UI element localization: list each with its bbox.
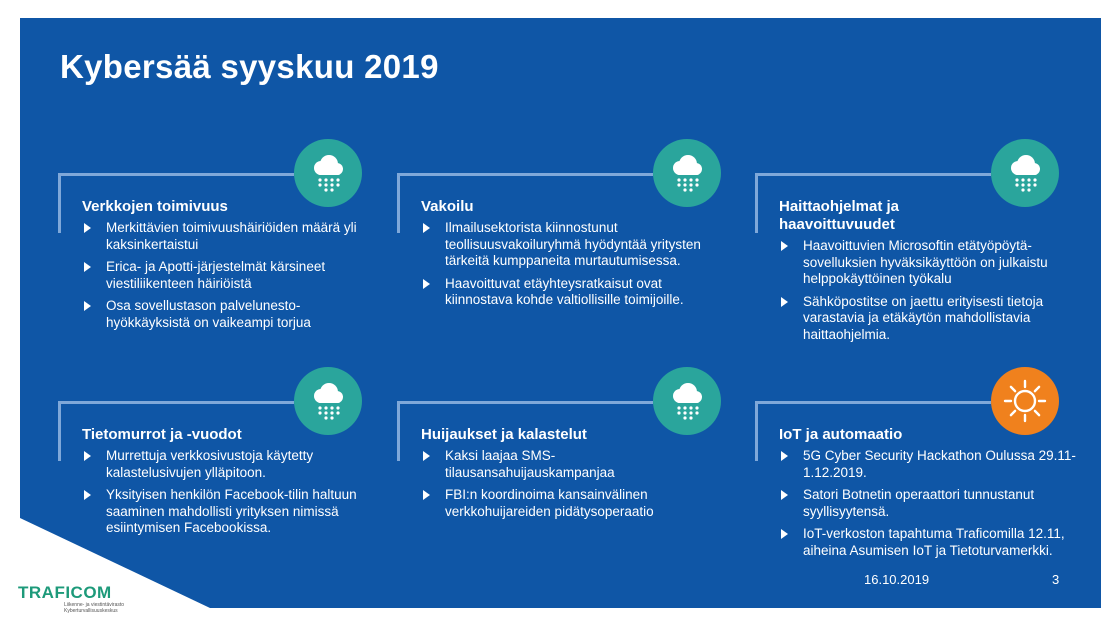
sun-icon [991, 367, 1059, 435]
card-title: Haittaohjelmat ja haavoittuvuudet [779, 198, 900, 233]
bullet-triangle-icon [781, 241, 788, 251]
list-item: Kaksi laajaa SMS-tilausansahuijauskampanjaa [421, 448, 711, 481]
bullet-triangle-icon [84, 451, 91, 461]
bullet-triangle-icon [423, 451, 430, 461]
list-item: Yksityisen henkilön Facebook-tilin haltuun saaminen mahdollisti yrityksen nimissä esiintymisen Facebookissa. [82, 487, 372, 537]
rain-cloud-icon [991, 139, 1059, 207]
card-border-left [755, 173, 758, 233]
list-item: Satori Botnetin operaattori tunnustanut syyllisyytensä. [779, 487, 1079, 520]
card-border-top [755, 401, 991, 404]
card-border-top [58, 173, 294, 176]
bullet-triangle-icon [423, 223, 430, 233]
list-item: Haavoittuvat etäyhteysratkaisut ovat kiinnostava kohde valtiollisille toimijoille. [421, 276, 711, 309]
card-border-left [755, 401, 758, 461]
card-border-top [397, 173, 653, 176]
list-item: 5G Cyber Security Hackathon Oulussa 29.11-1.12.2019. [779, 448, 1079, 481]
list-item: Ilmailusektorista kiinnostunut teollisuusvakoiluryhmä hyödyntää yritysten tärkeitä kumppaneita murtautumisessa. [421, 220, 711, 270]
card-bullet-list [421, 220, 711, 315]
card-border-left [58, 173, 61, 233]
card-scams-phishing [397, 401, 727, 601]
card-border-left [397, 173, 400, 233]
page-number: 3 [1052, 572, 1060, 587]
bullet-triangle-icon [781, 490, 788, 500]
rain-cloud-icon [294, 139, 362, 207]
list-item: FBI:n koordinoima kansainvälinen verkkohuijareiden pidätysoperaatio [421, 487, 711, 520]
card-border-left [58, 401, 61, 461]
card-title: Verkkojen toimivuus [82, 198, 228, 215]
rain-cloud-icon [653, 367, 721, 435]
card-title: Vakoilu [421, 198, 474, 215]
list-item: Murrettuja verkkosivustoja käytetty kalastelusivujen ylläpitoon. [82, 448, 372, 481]
card-bullet-list [82, 220, 382, 337]
card-border-top [397, 401, 653, 404]
list-item: Osa sovellustason palvelunesto-hyökkäyksistä on vaikeampi torjua [82, 298, 382, 331]
list-item: Haavoittuvien Microsoftin etätyöpöytä-sovelluksien hyväksikäyttöön on julkaistu helppokäyttöinen työkalu [779, 238, 1089, 288]
bullet-triangle-icon [423, 279, 430, 289]
card-bullet-list [779, 448, 1079, 565]
logo-subtitle: Kyberturvallisuuskeskus [64, 608, 118, 614]
slide-date: 16.10.2019 [864, 572, 930, 587]
card-network-availability [58, 173, 388, 373]
bullet-triangle-icon [781, 451, 788, 461]
bullet-triangle-icon [84, 490, 91, 500]
logo-wordmark: TRAFICOM [18, 583, 112, 602]
card-title: Huijaukset ja kalastelut [421, 426, 587, 443]
card-border-top [58, 401, 294, 404]
card-border-left [397, 401, 400, 461]
bullet-triangle-icon [84, 301, 91, 311]
list-item: IoT-verkoston tapahtuma Traficomilla 12.11, aiheina Asumisen IoT ja Tietoturvamerkki. [779, 526, 1079, 559]
card-border-top [755, 173, 991, 176]
bullet-triangle-icon [84, 262, 91, 272]
card-bullet-list [421, 448, 711, 526]
list-item: Merkittävien toimivuushäiriöiden määrä yli kaksinkertaistui [82, 220, 382, 253]
card-title: IoT ja automaatio [779, 426, 903, 443]
list-item: Sähköpostitse on jaettu erityisesti tietoja varastavia ja etäkäytön mahdollistavia haittaohjelmia. [779, 294, 1089, 344]
bullet-triangle-icon [84, 223, 91, 233]
bullet-triangle-icon [781, 529, 788, 539]
slide-title: Kybersää syyskuu 2019 [60, 48, 439, 85]
card-title: Tietomurrot ja -vuodot [82, 426, 242, 443]
list-item: Erica- ja Apotti-järjestelmät kärsineet viestiliikenteen häiriöistä [82, 259, 382, 292]
rain-cloud-icon [294, 367, 362, 435]
card-bullet-list [779, 238, 1089, 349]
card-malware-vulnerabilities [755, 173, 1085, 373]
logo-subtitle: Liikenne- ja viestintävirasto [64, 602, 125, 608]
traficom-logo [18, 584, 168, 624]
bullet-triangle-icon [781, 297, 788, 307]
bullet-triangle-icon [423, 490, 430, 500]
rain-cloud-icon [653, 139, 721, 207]
slide [20, 18, 1101, 608]
card-espionage [397, 173, 727, 373]
card-iot-automation [755, 401, 1085, 601]
